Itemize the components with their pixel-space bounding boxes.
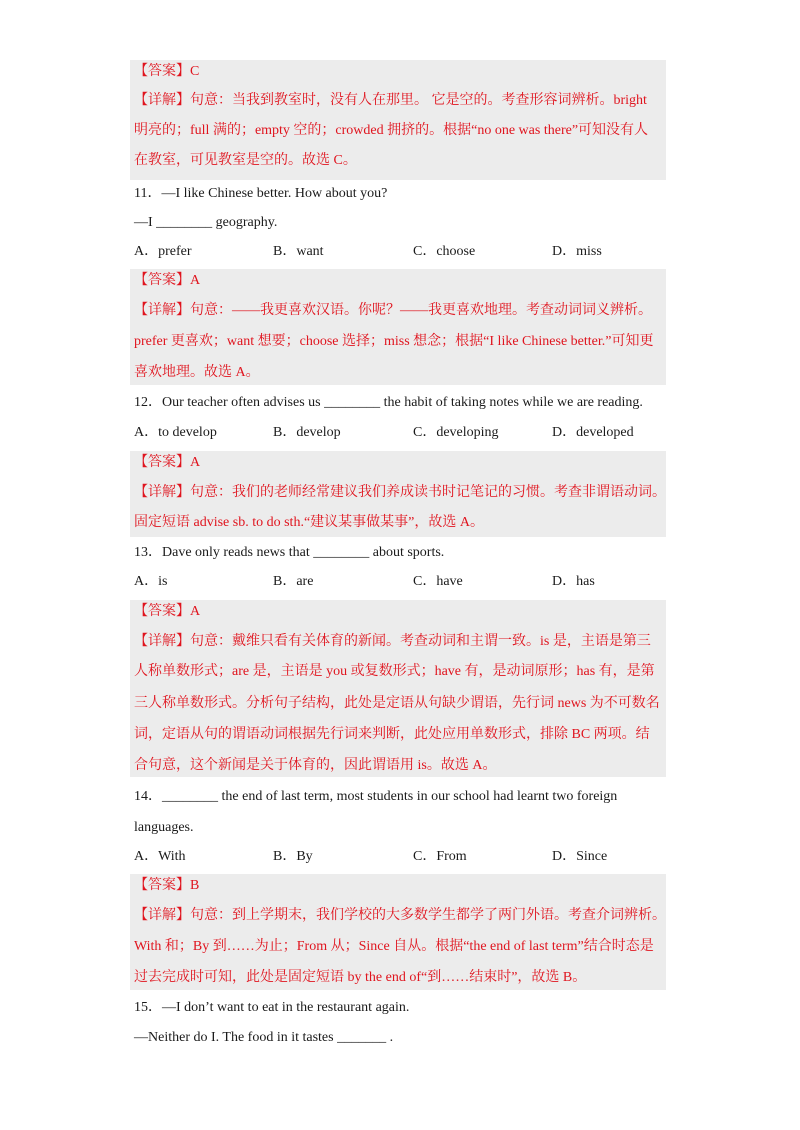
option-d: D．has [552,574,595,589]
question-text: 15．—I don’t want to eat in the restaurant again. [134,1000,410,1015]
option-b: B．want [273,244,324,259]
option-d: D．developed [552,425,634,440]
question-text: 11．—I like Chinese better. How about you? [134,186,388,201]
explanation-line: With 和；By 到……为止；From 从；Since 自从。根据“the end of last term”结合时态是 [134,939,654,954]
explanation-line: 词，定语从句的谓语动词根据先行词来判断，此处应用单数形式，排除 BC 两项。结 [134,727,650,742]
explanation-line: 【详解】句意：当我到教室时，没有人在那里。 它是空的。考查形容词辨析。bright [134,93,647,108]
explanation-line: 喜欢地理。故选 A。 [134,365,260,380]
explanation-line: 三人称单数形式。分析句子结构，此处是定语从句缺少谓语，先行词 news 为不可数名 [134,696,660,711]
explanation-line: 过去完成时可知，此处是固定短语 by the end of“到……结束时”，故选 B。 [134,970,587,985]
option-d: D．Since [552,849,608,864]
explanation-line: 【详解】句意：到上学期末，我们学校的大多数学生都学了两门外语。考查介词辨析。 [134,908,666,923]
option-a: A．With [134,849,186,864]
explanation-line: prefer 更喜欢；want 想要；choose 选择；miss 想念；根据“I like Chinese better.”可知更 [134,334,654,349]
explanation-line: 明亮的；full 满的；empty 空的；crowded 拥挤的。根据“no one was there”可知没有人 [134,123,649,138]
question-text: 13．Dave only reads news that ________ about sports. [134,545,445,560]
option-a: A．prefer [134,244,192,259]
option-c: C．have [413,574,463,589]
question-text: languages. [134,820,194,835]
question-text: 14．________ the end of last term, most students in our school had learnt two foreign [134,789,618,804]
option-c: C．developing [413,425,499,440]
option-a: A．is [134,574,168,589]
explanation-line: 【详解】句意：我们的老师经常建议我们养成读书时记笔记的习惯。考查非谓语动词。 [134,485,666,500]
explanation-line: 【详解】句意：——我更喜欢汉语。你呢？——我更喜欢地理。考查动词词义辨析。 [134,303,652,318]
option-b: B．By [273,849,313,864]
explanation-line: 合句意，这个新闻是关于体育的，因此谓语用 is。故选 A。 [134,758,497,773]
explanation-line: 固定短语 advise sb. to do sth.“建议某事做某事”，故选 A。 [134,515,484,530]
answer-label: 【答案】C [134,64,200,79]
option-b: B．develop [273,425,341,440]
explanation-line: 在教室，可见教室是空的。故选 C。 [134,153,357,168]
answer-block [130,600,666,777]
question-text: 12．Our teacher often advises us ________ the habit of taking notes while we are reading. [134,395,643,410]
explanation-line: 【详解】句意：戴维只看有关体育的新闻。考查动词和主谓一致。is 是，主语是第三 [134,634,651,649]
answer-label: 【答案】A [134,455,201,470]
option-d: D．miss [552,244,602,259]
option-c: C．From [413,849,467,864]
option-a: A．to develop [134,425,217,440]
option-c: C．choose [413,244,476,259]
option-b: B．are [273,574,314,589]
answer-label: 【答案】A [134,604,201,619]
question-text: —I ________ geography. [134,215,278,230]
explanation-line: 人称单数形式；are 是，主语是 you 或复数形式；have 有，是动词原形；has 有，是第 [134,664,655,679]
question-text: —Neither do I. The food in it tastes _______ . [134,1030,394,1045]
answer-label: 【答案】A [134,273,201,288]
answer-label: 【答案】B [134,878,200,893]
